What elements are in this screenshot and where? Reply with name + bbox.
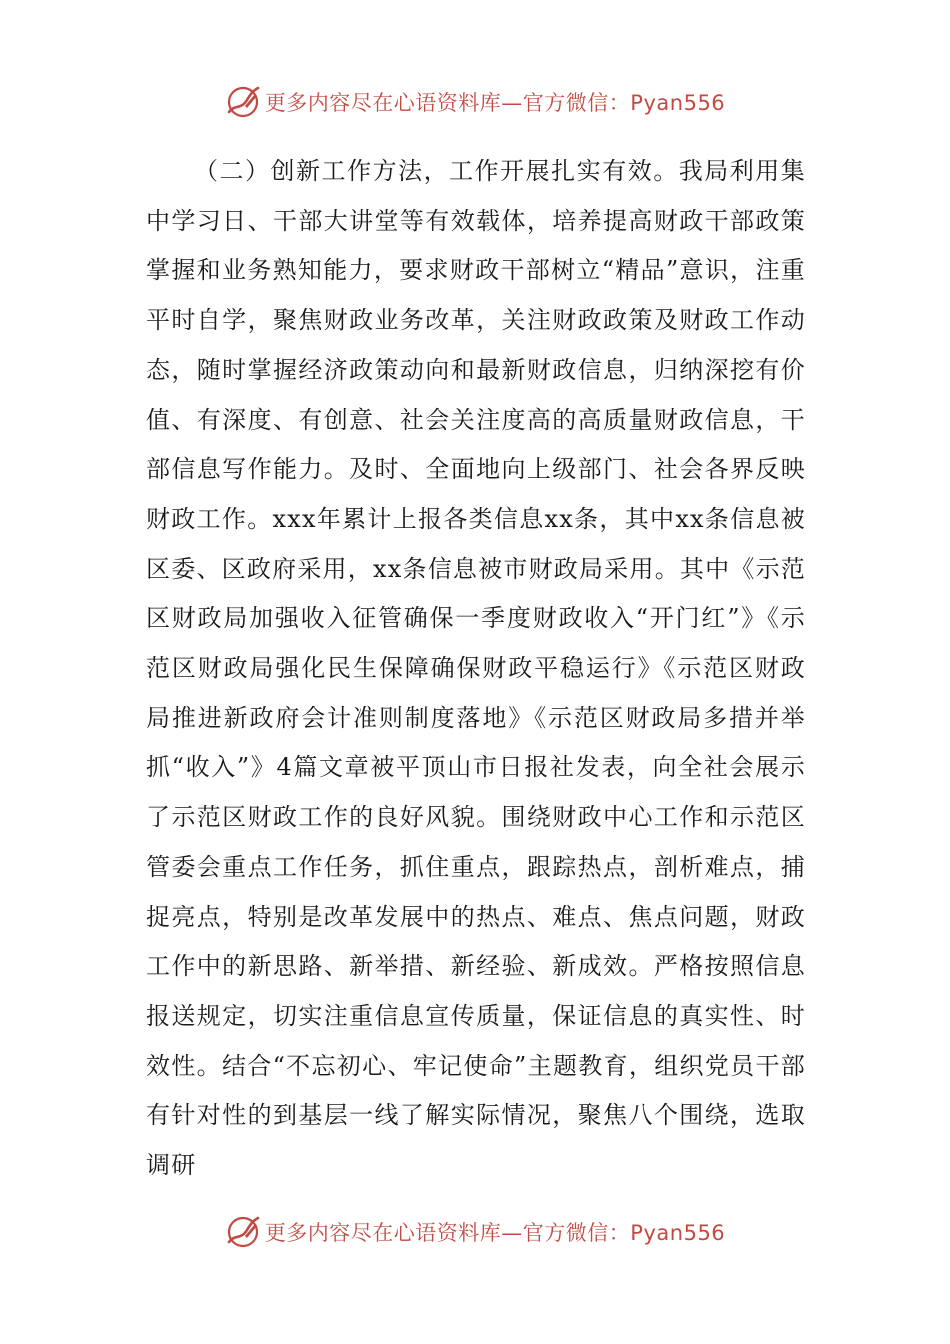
body-paragraph: （二）创新工作方法，工作开展扎实有效。我局利用集中学习日、干部大讲堂等有效载体，培养提高财政干部政策掌握和业务熟知能力，要求财政干部树立“精品”意识，注重平时自学，聚焦财政业务改革，关注财政政策及财政工作动态，随时掌握经济政策动向和最新财政信息，归纳深挖有价值、有深度、有创意、社会关注度高的高质量财政信息，干部信息写作能力。及时、全面地向上级部门、社会各界反映财政工作。xxx年累计上报各类信息xx条，其中xx条信息被区委、区政府采用，xx条信息被市财政局采用。其中《示范区财政局加强收入征管确保一季度财政收入“开门红”》《示范区财政局强化民生保障确保财政平稳运行》《示范区财政局推进新政府会计准则制度落地》《示范区财政局多措并举抓“收入”》4篇文章被平顶山市日报社发表，向全社会展示了示范区财政工作的良好风貌。围绕财政中心工作和示范区管委会重点工作任务，抓住重点，跟踪热点，剖析难点，捕捉亮点，特别是改革发展中的热点、难点、焦点问题，财政工作中的新思路、新举措、新经验、新成效。严格按照信息报送规定，切实注重信息宣传质量，保证信息的真实性、时效性。结合“不忘初心、牢记使命”主题教育，组织党员干部有针对性的到基层一线了解实际情况，聚焦八个围绕，选取调研 (146, 157, 806, 1180)
header-banner-text: 更多内容尽在心语资料库—官方微信：Pyan556 (264, 91, 726, 115)
footer-banner-text: 更多内容尽在心语资料库—官方微信：Pyan556 (264, 1221, 726, 1245)
header-banner (0, 80, 950, 124)
footer-banner (0, 1210, 950, 1254)
pen-signature-icon (225, 84, 261, 120)
pen-signature-icon (225, 1214, 261, 1250)
